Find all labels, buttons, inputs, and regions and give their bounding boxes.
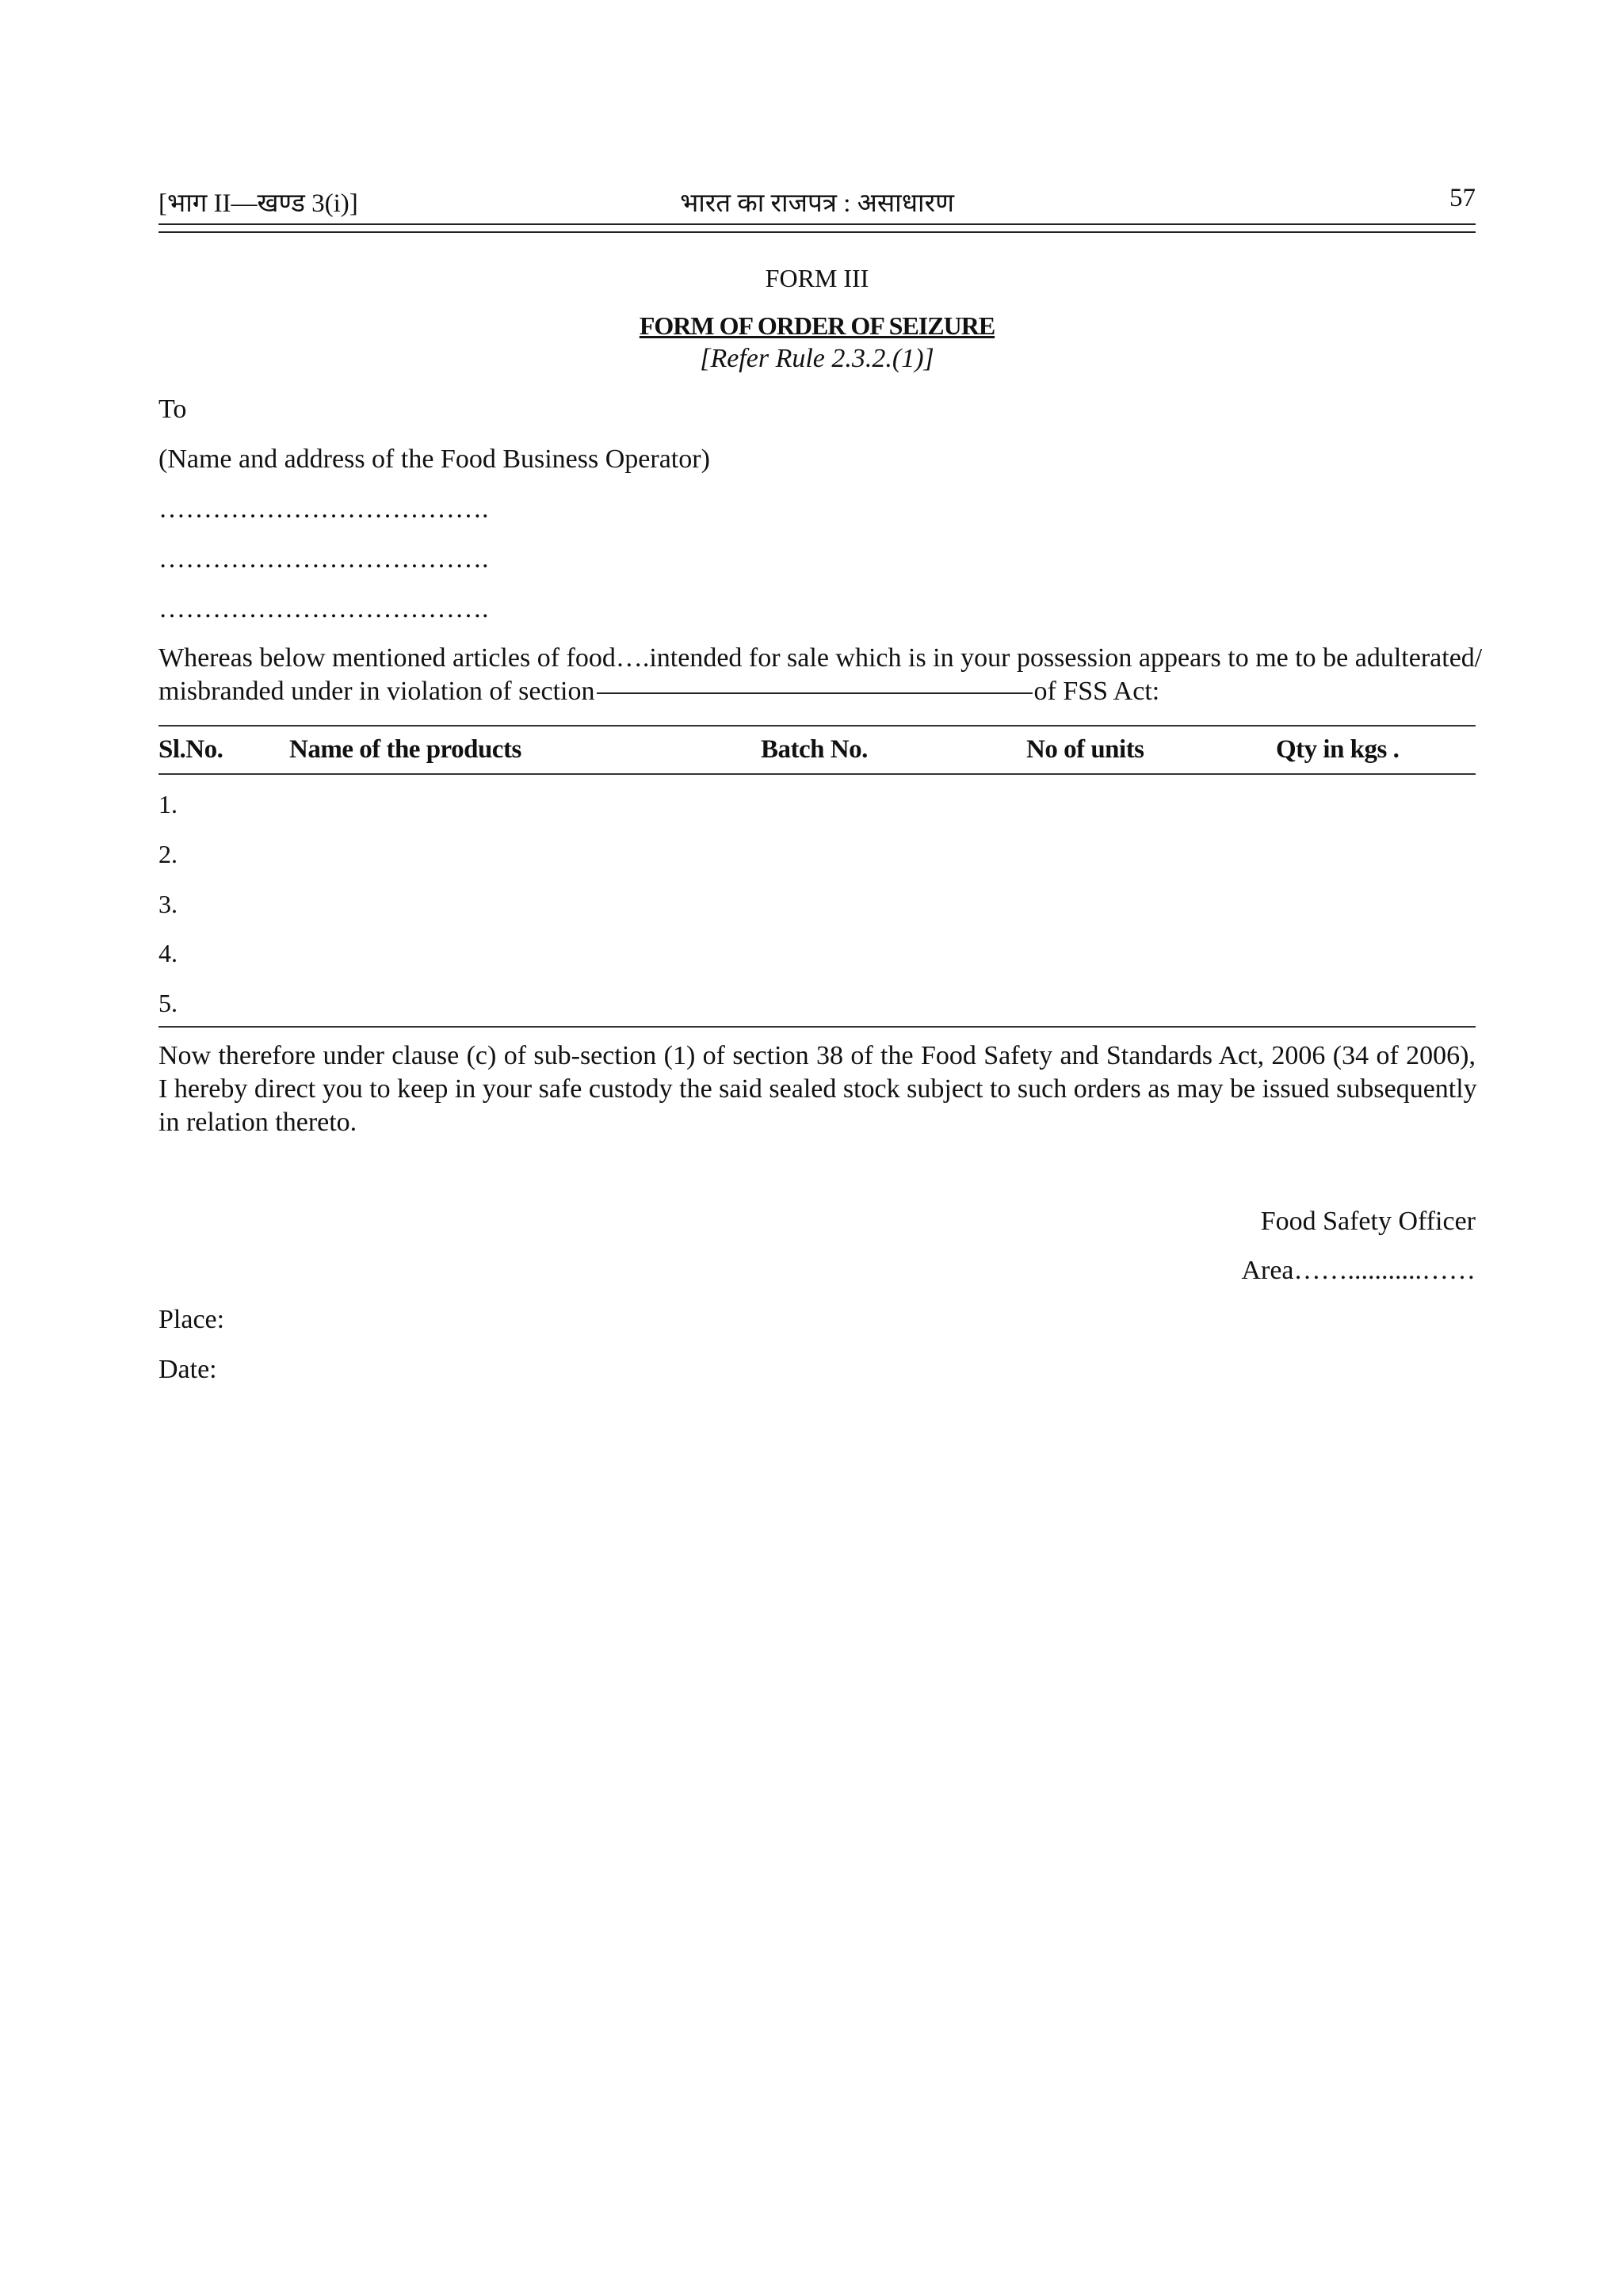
addressee-to: To <box>158 395 187 424</box>
table-row: 5. <box>158 989 178 1017</box>
table-row: 2. <box>158 840 178 868</box>
header-gazette-title: भारत का राजपत्र : असाधारण <box>680 189 954 218</box>
place-field: Place: <box>158 1305 225 1334</box>
whereas-line-2-start: misbranded under in violation of section <box>158 677 595 706</box>
now-therefore-line-3: in relation thereto. <box>158 1108 357 1137</box>
col-header-product-name: Name of the products <box>289 735 521 764</box>
gazette-page <box>158 0 1483 2296</box>
form-title: FORM OF ORDER OF SEIZURE <box>639 311 995 340</box>
addressee-name-address: (Name and address of the Food Business Operator) <box>158 444 710 474</box>
col-header-batch-no: Batch No. <box>761 735 868 764</box>
dotted-line-1: ………………………………. <box>158 494 489 524</box>
header-part-section: [भाग II—खण्ड 3(i)] <box>158 189 358 218</box>
table-row: 3. <box>158 890 178 918</box>
now-therefore-line-1: Now therefore under clause (c) of sub-section (1) of section 38 of the Food Safety and Standards Act, 2006 (34 of 2006), <box>158 1041 1476 1070</box>
whereas-line-2-end: of FSS Act: <box>1033 677 1160 706</box>
now-therefore-line-2: I hereby direct you to keep in your safe custody the said sealed stock subject to such orders as may be issued subsequently <box>158 1074 1477 1104</box>
section-blank-line <box>597 692 1033 694</box>
dotted-line-3: ………………………………. <box>158 594 489 624</box>
running-header <box>158 184 1476 223</box>
officer-designation: Food Safety Officer <box>1260 1207 1476 1236</box>
col-header-no-of-units: No of units <box>1026 735 1144 764</box>
whereas-line-2 <box>158 675 1476 708</box>
whereas-line-1: Whereas below mentioned articles of food….intended for sale which is in your possession appears to me to be adulterated/ <box>158 643 1483 673</box>
dotted-line-2: ………………………………. <box>158 544 489 574</box>
page-number: 57 <box>1449 184 1476 212</box>
now-therefore-paragraph <box>158 1039 1476 1139</box>
table-top-rule <box>158 725 1476 727</box>
table-row: 4. <box>158 939 178 967</box>
header-double-rule <box>158 223 1476 233</box>
col-header-qty-kgs: Qty in kgs . <box>1276 735 1400 764</box>
date-field: Date: <box>158 1355 217 1384</box>
form-number: FORM III <box>765 264 869 292</box>
form-rule-reference: [Refer Rule 2.3.2.(1)] <box>700 344 934 373</box>
whereas-paragraph <box>158 642 1483 708</box>
col-header-slno: Sl.No. <box>158 735 223 764</box>
officer-area: Area……...........…… <box>1241 1256 1476 1285</box>
table-header-rule <box>158 773 1476 775</box>
table-bottom-rule <box>158 1026 1476 1028</box>
table-row: 1. <box>158 790 178 818</box>
